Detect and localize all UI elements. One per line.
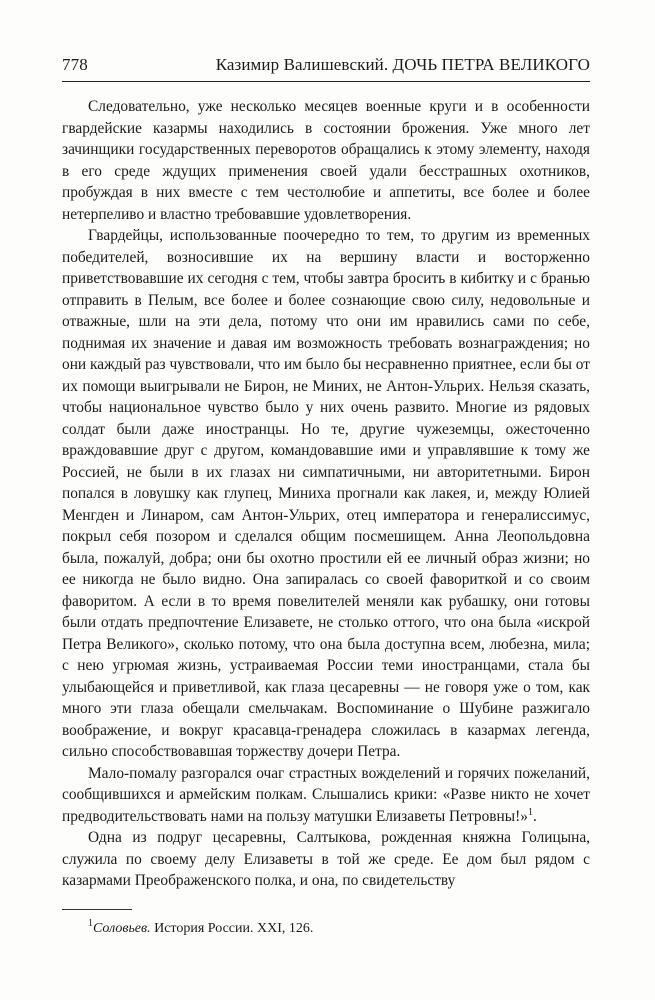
footnote [88,920,568,938]
footnote-author: Соловьев. [93,921,151,936]
footnote-rule [62,909,132,910]
paragraph-4: Одна из подруг цесаревны, Салтыкова, рожденная княжна Голицына, служила по своему делу Елизаветы в той же среде. Ее дом был рядом с казармами Преображенского полка, и она, по свидетельству [62,829,590,889]
paragraph-2: Гвардейцы, использованные поочередно то тем, то другим из временных победителей, возносившие их на вершину власти и восторженно приветствовавшие их сегодня с тем, чтобы завтра бросить в кибитку и с бранью отправить в Пелым, все более и более сознающие свою силу, недовольные и отважные, шли на эти дела, потому что они им нравились сами по себе, поднимая их значение и давая им возможность требовать вознаграждения; но они каждый раз чувствовали, что им было бы несравненно приятнее, если бы от их помощи выигрывали не Бирон, не Миних, не Антон-Ульрих. Нельзя сказать, чтобы национальное чувство было у них очень развито. Многие из рядовых солдат были даже иностранцы. Но те, другие чужеземцы, ожесточенно враждовавшие друг с другом, командовавшие ими и управлявшие к тому же Россией, не были в их глазах ни симпатичными, ни авторитетными. Бирон попался в ловушку как глупец, Миниха прогнали как лакея, и, между Юлией Менгден и Линаром, сам Антон-Ульрих, отец императора и генералиссимус, покрыл себя позором и сделался общим посмешищем. Анна Леопольдовна была, пожалуй, добра; они бы охотно простили ей ее личный образ жизни; но ее никогда не было видно. Она запиралась со своей фавориткой и со своим фаворитом. А если в то время повелителей меняли как рубашку, они готовы были отдать предпочтение Елизавете, не столько оттого, что она была «искрой Петра Великого», сколько потому, что она была доступна всем, любезна, мила; с нею угрюмая жизнь, устраиваемая России теми иностранцами, стала бы улыбающейся и приветливой, как глаза цесаревны — не говоря уже о том, как много эти глаза обещали смельчакам. Воспоминание о Шубине разжигало воображение, и вокруг красавца-гренадера сложилась в казармах легенда, сильно способствовавшая торжеству дочери Петра. [62,227,590,760]
paragraph-3: Мало-помалу разгорался очаг страстных вожделений и горячих пожеланий, сообщившихся и армейским полкам. Слышались крики: «Разве никто не хочет предводительствовать нами на пользу матушки Елизаветы Петровны!»$^1$. [62,764,590,825]
footnote-reference: 1 [527,806,533,818]
paragraph-1: Следовательно, уже несколько месяцев военные круги и в особенности гвардейские казармы находились в состоянии брожения. Уже много лет зачинщики государственных переворотов обращались к этому элементу, находя в его среде ждущих применения своей удали бесстрашных охотников, пробуждая в них вместе с тем честолюбие и аппетиты, все более и более нетерпеливо и властно требовавшие удовлетворения. [62,98,590,223]
paragraph-3-text: Мало-помалу разгорался очаг страстных вожделений и горячих пожеланий, сообщившихся и армейским полкам. Слышались крики: «Разве никто не хочет предводительствовать нами на пользу матушки Елизаветы Петровны!» [62,764,590,825]
footnote-marker: 1 [88,918,93,929]
body-text [62,96,590,892]
header-rule [62,81,590,82]
footnote-text: История России. XXI, 126. [150,921,314,936]
page-number: 778 [62,55,88,74]
running-title: Казимир Валишевский. ДОЧЬ ПЕТРА ВЕЛИКОГО [215,55,590,74]
